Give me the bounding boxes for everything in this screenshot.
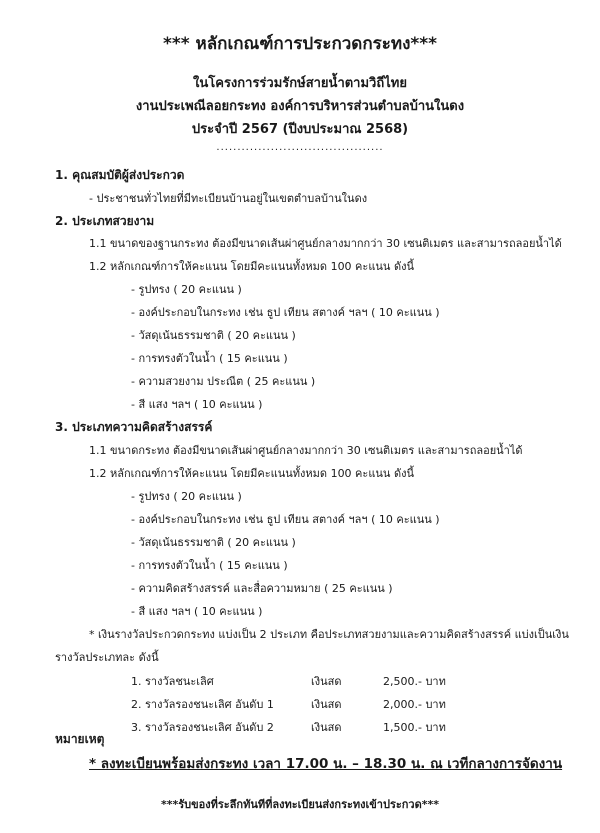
prize-amount: 2,000.- บาท: [383, 698, 446, 711]
prize-rank: 2. รางวัลรองชนะเลิศ อันดับ 1: [131, 698, 274, 711]
section2-criterion: - องค์ประกอบในกระทง เช่น ธูป เทียน สตางค์ ฯลฯ ( 10 คะแนน ): [131, 306, 440, 319]
section3-criterion: - องค์ประกอบในกระทง เช่น ธูป เทียน สตางค์ ฯลฯ ( 10 คะแนน ): [131, 513, 440, 526]
section3-criterion: - วัสดุเน้นธรรมชาติ ( 20 คะแนน ): [131, 536, 296, 549]
fiscal-year: ประจำปี 2567 (ปีงบประมาณ 2568): [191, 122, 409, 137]
prize-intro-cont: รางวัลประเภทละ ดังนี้: [55, 651, 159, 664]
prize-rank: 3. รางวัลรองชนะเลิศ อันดับ 2: [131, 721, 274, 734]
section3-rule1: 1.1 ขนาดกระทง ต้องมีขนาดเส้นผ่าศูนย์กลางมากกว่า 30 เซนติเมตร และสามารถลอยน้ำได้: [89, 444, 523, 457]
prize-amount: 1,500.- บาท: [383, 721, 446, 734]
section2-heading: 2. ประเภทสวยงาม: [55, 214, 155, 228]
section3-criterion: - การทรงตัวในน้ำ ( 15 คะแนน ): [131, 559, 288, 572]
section2-criterion: - ความสวยงาม ประณีต ( 25 คะแนน ): [131, 375, 316, 388]
section3-criterion: - สี แสง ฯลฯ ( 10 คะแนน ): [131, 605, 263, 618]
section3-criterion: - ความคิดสร้างสรรค์ และสื่อความหมาย ( 25 คะแนน ): [131, 582, 393, 595]
document-title: *** หลักเกณฑ์การประกวดกระทง***: [162, 34, 438, 54]
footer-note: ***รับของที่ระลึกทันทีที่ลงทะเบียนส่งกระทงเข้าประกวด***: [160, 798, 440, 811]
note-label: หมายเหตุ: [55, 732, 105, 746]
section1-item: - ประชาชนทั่วไทยที่มีทะเบียนบ้านอยู่ในเขตตำบลบ้านในดง: [89, 192, 368, 205]
section1-heading: 1. คุณสมบัติผู้ส่งประกวด: [55, 168, 185, 182]
section2-rule2: 1.2 หลักเกณฑ์การให้คะแนน โดยมีคะแนนทั้งหมด 100 คะแนน ดังนี้: [89, 260, 414, 273]
prize-type: เงินสด: [311, 698, 342, 711]
section3-rule2: 1.2 หลักเกณฑ์การให้คะแนน โดยมีคะแนนทั้งหมด 100 คะแนน ดังนี้: [89, 467, 414, 480]
prize-type: เงินสด: [311, 721, 342, 734]
section2-criterion: - สี แสง ฯลฯ ( 10 คะแนน ): [131, 398, 263, 411]
section3-heading: 3. ประเภทความคิดสร้างสรรค์: [55, 420, 213, 434]
project-name: ในโครงการร่วมรักษ์สายน้ำตามวิถีไทย: [193, 76, 407, 91]
prize-intro: * เงินรางวัลประกวดกระทง แบ่งเป็น 2 ประเภท คือประเภทสวยงามและความคิดสร้างสรรค์ แบ่งเป็นเงิน: [89, 628, 569, 641]
section2-criterion: - รูปทรง ( 20 คะแนน ): [131, 283, 242, 296]
registration-note: * ลงทะเบียนพร้อมส่งกระทง เวลา 17.00 น. – 18.30 น. ณ เวทีกลางการจัดงาน: [89, 756, 563, 772]
section2-rule1: 1.1 ขนาดของฐานกระทง ต้องมีขนาดเส้นผ่าศูนย์กลางมากกว่า 30 เซนติเมตร และสามารถลอยน้ำได้: [89, 237, 562, 250]
section3-criterion: - รูปทรง ( 20 คะแนน ): [131, 490, 242, 503]
section2-criterion: - การทรงตัวในน้ำ ( 15 คะแนน ): [131, 352, 288, 365]
prize-amount: 2,500.- บาท: [383, 675, 446, 688]
section2-criterion: - วัสดุเน้นธรรมชาติ ( 20 คะแนน ): [131, 329, 296, 342]
prize-type: เงินสด: [311, 675, 342, 688]
divider-dots: ........................................: [216, 142, 384, 153]
prize-rank: 1. รางวัลชนะเลิศ: [131, 675, 214, 688]
event-name: งานประเพณีลอยกระทง องค์การบริหารส่วนตำบลบ้านในดง: [135, 99, 465, 114]
